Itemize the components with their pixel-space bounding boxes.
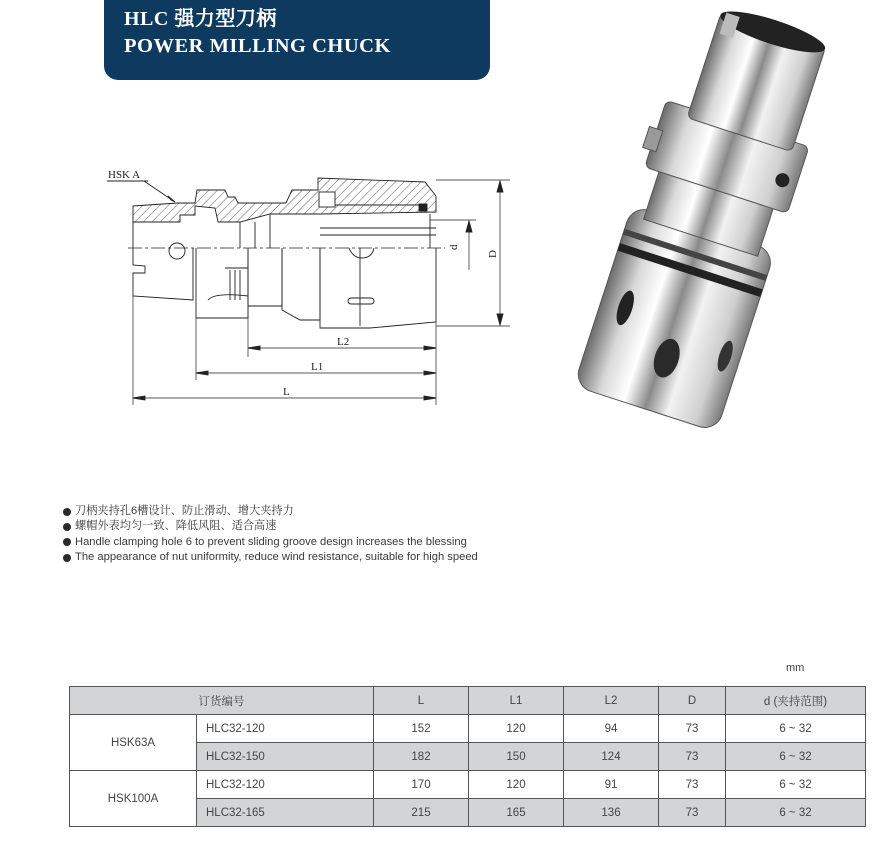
label-d-small: d <box>448 244 460 250</box>
label-l2: L2 <box>337 336 350 348</box>
cell-l2: 136 <box>564 799 659 827</box>
cell-l: 152 <box>374 715 469 743</box>
label-d-large: D <box>487 250 499 258</box>
title-banner <box>104 0 490 80</box>
shank-type: HSK100A <box>70 771 197 827</box>
title-english: POWER MILLING CHUCK <box>124 35 391 57</box>
bullet-icon <box>63 508 71 516</box>
feature-item: Handle clamping hole 6 to prevent sliding groove design increases the blessing <box>62 535 478 550</box>
cell-l2: 94 <box>564 715 659 743</box>
header-order-no: 订货编号 <box>70 687 374 715</box>
header-l1: L1 <box>469 687 564 715</box>
milling-chuck-photo-icon <box>560 0 860 450</box>
cell-l: 182 <box>374 743 469 771</box>
feature-item: 刀柄夹持孔6槽设计、防止滑动、增大夹持力 <box>62 504 478 519</box>
cell-l: 215 <box>374 799 469 827</box>
shank-type: HSK63A <box>70 715 197 771</box>
cell-l1: 150 <box>469 743 564 771</box>
table-header-row <box>70 687 866 715</box>
header-d: d (夹持范围) <box>726 687 866 715</box>
cell-l2: 124 <box>564 743 659 771</box>
label-l1: L1 <box>311 361 324 373</box>
bullet-icon <box>63 538 71 546</box>
header-l: L <box>374 687 469 715</box>
cell-D: 73 <box>659 715 726 743</box>
cell-d: 6 ~ 32 <box>726 799 866 827</box>
feature-item: 螺帽外表均匀一致、降低风阻、适合高速 <box>62 519 478 534</box>
table-row <box>70 771 866 799</box>
feature-item: The appearance of nut uniformity, reduce wind resistance, suitable for high speed <box>62 550 478 565</box>
cell-d: 6 ~ 32 <box>726 771 866 799</box>
unit-label: mm <box>786 662 805 674</box>
header-D: D <box>659 687 726 715</box>
bullet-icon <box>63 523 71 531</box>
feature-list <box>62 504 478 566</box>
technical-drawing <box>100 155 520 415</box>
cell-D: 73 <box>659 799 726 827</box>
model-cell: HLC32-120 <box>197 715 374 743</box>
label-l: L <box>283 386 290 398</box>
model-cell: HLC32-120 <box>197 771 374 799</box>
model-cell: HLC32-150 <box>197 743 374 771</box>
label-hsk: HSK A <box>108 169 141 181</box>
cell-l2: 91 <box>564 771 659 799</box>
cell-l1: 120 <box>469 771 564 799</box>
table-row <box>70 715 866 743</box>
cell-D: 73 <box>659 771 726 799</box>
bullet-icon <box>63 554 71 562</box>
cell-l1: 120 <box>469 715 564 743</box>
cell-d: 6 ~ 32 <box>726 743 866 771</box>
model-cell: HLC32-165 <box>197 799 374 827</box>
cell-l: 170 <box>374 771 469 799</box>
cell-l1: 165 <box>469 799 564 827</box>
cell-D: 73 <box>659 743 726 771</box>
title-chinese: HLC 强力型刀柄 <box>124 8 277 30</box>
spec-table <box>69 686 866 827</box>
cell-d: 6 ~ 32 <box>726 715 866 743</box>
header-l2: L2 <box>564 687 659 715</box>
